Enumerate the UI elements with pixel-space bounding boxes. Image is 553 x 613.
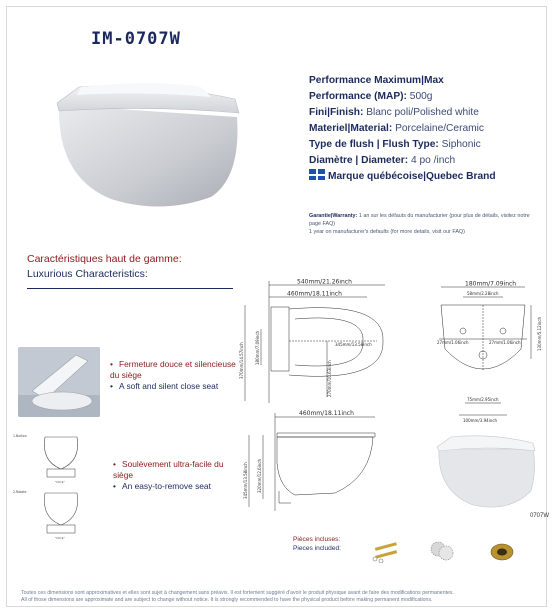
spec-row	[309, 153, 549, 169]
spec-row	[309, 89, 549, 105]
spec-value: Porcelaine/Ceramic	[395, 123, 484, 134]
warranty-note	[309, 212, 541, 236]
divider	[27, 288, 233, 289]
dim-inner-345: 345mm/13.58inch	[335, 342, 372, 347]
top-view-drawing	[235, 279, 393, 407]
disclaimer	[21, 590, 549, 605]
spec-label: Performance (MAP):	[309, 91, 407, 102]
dim-top-depth: 460mm/18.11inch	[287, 290, 342, 298]
step2-click: "Click"	[55, 536, 65, 540]
dim-back-bolt: 58mm/2.28inch	[467, 291, 499, 296]
feature-fr: Fermeture douce et silencieuse du siège	[110, 359, 236, 380]
warranty-fr: 1 an sur les défauts du manufacturier (pour plus de détails, visitez notre page FAQ)	[309, 213, 530, 227]
pieces-included	[293, 535, 341, 553]
side-view-drawing	[235, 407, 385, 517]
dim-height-180: 180mm/7.09inch	[255, 330, 260, 365]
bullet-dot-icon: •	[113, 481, 116, 491]
warranty-en: 1 year on manufacturer's defaults (for more details, visit our FAQ)	[309, 229, 465, 235]
spec-label: Materiel|Material:	[309, 123, 393, 134]
soft-close-seat-photo	[18, 347, 100, 417]
mounting-bolts-icon	[369, 539, 405, 563]
seat-removal-steps-diagram	[11, 431, 103, 543]
dim-top-width: 540mm/21.26inch	[297, 279, 352, 286]
feature-fr: Soulèvement ultra-facile du siège	[113, 459, 224, 480]
model-tag: 0707W	[530, 513, 550, 519]
dim-back-left: 27mm/1.06inch	[437, 340, 469, 345]
dim-inner-270: 270mm/10.63inch	[327, 360, 332, 397]
bullet-dot-icon: •	[110, 359, 113, 369]
spec-value: 4 po /inch	[410, 155, 456, 166]
feature-soft-close	[110, 359, 240, 392]
dim-side-seat: 320mm/12.6inch	[257, 458, 262, 493]
step2-label: 2.Rotate	[13, 490, 27, 494]
warranty-label: Garantie|Warranty:	[309, 213, 358, 219]
pieces-label-fr: Pièces incluses:	[293, 536, 341, 543]
spec-row	[309, 169, 549, 185]
spec-value: Blanc poli/Polished white	[366, 107, 479, 118]
spec-row	[309, 73, 549, 89]
characteristics-title-fr: Caractéristiques haut de gamme:	[27, 253, 182, 265]
toilet-thumbnail-image	[433, 433, 537, 513]
characteristics-title-en: Luxurious Characteristics:	[27, 268, 148, 280]
dim-side-height: 345mm/13.58inch	[243, 462, 248, 499]
dim-height-370: 370mm/14.57inch	[239, 342, 244, 379]
dim-back-100: 100mm/3.94inch	[463, 418, 498, 423]
feature-easy-remove	[113, 459, 243, 492]
spec-label: Performance Maximum|Max	[309, 75, 444, 86]
spec-sheet	[6, 6, 550, 607]
spec-label: Fini|Finish:	[309, 107, 364, 118]
disclaimer-en: All of those dimensions are approximate and are subject to change without notice. It is strongly recommended to have the physical product before making permanent modifications.	[21, 597, 433, 604]
bullet-dot-icon: •	[110, 381, 113, 391]
spec-value: Siphonic	[441, 139, 481, 150]
spec-row	[309, 121, 549, 137]
model-number: IM-0707W	[91, 29, 181, 49]
spec-row	[309, 137, 549, 153]
flange-seal-icon	[489, 541, 515, 563]
spec-label: Marque québécoise|Quebec Brand	[328, 171, 496, 182]
spec-value: 500g	[409, 91, 433, 102]
feature-en: A soft and silent close seat	[119, 381, 219, 391]
pieces-label-en: Pieces included:	[293, 545, 342, 552]
dim-back-height: 130mm/5.12inch	[537, 316, 542, 351]
dim-side-depth: 460mm/18.11inch	[299, 410, 354, 417]
feature-en: An easy-to-remove seat	[122, 481, 211, 491]
spec-list	[309, 73, 549, 185]
dim-back-width: 180mm/7.09inch	[465, 280, 517, 288]
disclaimer-fr: Toutes ces dimensions sont approximatives et elles sont sujet à changement sans préavis. Il est fortement suggéré d'avoir le produit physique avant de faire des modifications permanentes.	[21, 590, 454, 596]
spec-label: Diamètre | Diameter:	[309, 155, 409, 166]
quebec-flag-icon	[309, 169, 325, 180]
step1-label: 1.Button	[13, 434, 27, 438]
spec-label: Type de flush | Flush Type:	[309, 139, 439, 150]
step1-click: "Click"	[55, 480, 65, 484]
toilet-hero-image	[51, 77, 251, 212]
spec-row	[309, 105, 549, 121]
dim-back-75: 75mm/2.95inch	[467, 397, 499, 402]
rubber-gaskets-icon	[427, 537, 457, 565]
back-view-drawing	[425, 279, 550, 427]
bullet-dot-icon: •	[113, 459, 116, 469]
dim-back-right: 27mm/1.06inch	[489, 340, 521, 345]
